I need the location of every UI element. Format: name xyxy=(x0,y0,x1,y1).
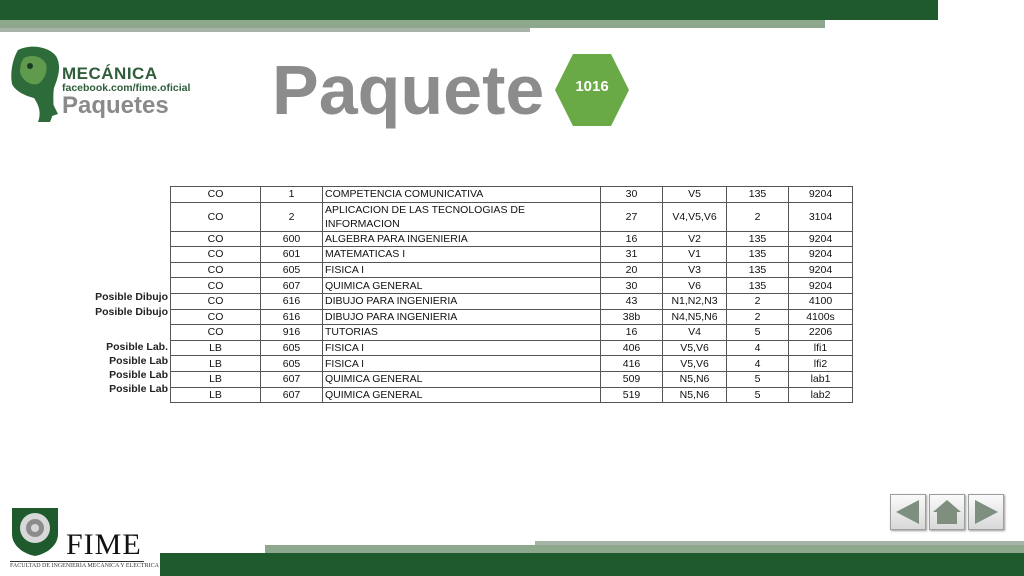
top-band-dark xyxy=(0,0,938,20)
table-cell: 135 xyxy=(727,278,789,294)
side-label: Posible Dibujo xyxy=(95,291,168,303)
home-icon xyxy=(930,495,964,529)
table-cell: 16 xyxy=(601,231,663,247)
table-cell: 20 xyxy=(601,262,663,278)
table-cell: QUIMICA GENERAL xyxy=(323,278,601,294)
table-cell: 2 xyxy=(727,309,789,325)
fime-shield-logo xyxy=(10,504,60,556)
table-cell: 5 xyxy=(727,325,789,341)
previous-button[interactable] xyxy=(890,494,926,530)
table-cell: 605 xyxy=(261,340,323,356)
side-label: Posible Dibujo xyxy=(95,306,168,318)
top-band-light xyxy=(0,20,825,28)
table-cell: 2 xyxy=(727,202,789,231)
triangle-right-icon xyxy=(969,495,1003,529)
table-cell: 600 xyxy=(261,231,323,247)
table-cell: V4,V5,V6 xyxy=(663,202,727,231)
table-cell: TUTORIAS xyxy=(323,325,601,341)
table-cell: V5,V6 xyxy=(663,340,727,356)
table-cell: 9204 xyxy=(789,187,853,203)
table-cell: 616 xyxy=(261,293,323,309)
table-cell: LB xyxy=(171,387,261,403)
table-cell: 4100 xyxy=(789,293,853,309)
table-cell: 616 xyxy=(261,309,323,325)
table-cell: N1,N2,N3 xyxy=(663,293,727,309)
table-row xyxy=(171,247,853,263)
triangle-left-icon xyxy=(891,495,925,529)
table-cell: N5,N6 xyxy=(663,371,727,387)
schedule-body xyxy=(171,187,853,403)
table-row xyxy=(171,293,853,309)
table-cell: DIBUJO PARA INGENIERIA xyxy=(323,309,601,325)
table-cell: 9204 xyxy=(789,278,853,294)
table-cell: CO xyxy=(171,278,261,294)
table-cell: 31 xyxy=(601,247,663,263)
table-cell: 135 xyxy=(727,262,789,278)
logo-section: Paquetes xyxy=(62,92,169,119)
table-cell: 916 xyxy=(261,325,323,341)
table-cell: COMPETENCIA COMUNICATIVA xyxy=(323,187,601,203)
table-cell: CO xyxy=(171,309,261,325)
table-cell: 27 xyxy=(601,202,663,231)
table-cell: 5 xyxy=(727,371,789,387)
table-cell: V4 xyxy=(663,325,727,341)
table-cell: N5,N6 xyxy=(663,387,727,403)
table-row xyxy=(171,340,853,356)
table-cell: ALGEBRA PARA INGENIERIA xyxy=(323,231,601,247)
table-cell: 2 xyxy=(261,202,323,231)
table-cell: 30 xyxy=(601,187,663,203)
home-button[interactable] xyxy=(929,494,965,530)
table-cell: 2206 xyxy=(789,325,853,341)
table-cell: FISICA I xyxy=(323,340,601,356)
table-row xyxy=(171,356,853,372)
table-cell: 607 xyxy=(261,387,323,403)
top-band-grey xyxy=(0,28,530,32)
next-button[interactable] xyxy=(968,494,1004,530)
table-cell: V5 xyxy=(663,187,727,203)
table-cell: 605 xyxy=(261,262,323,278)
fime-name: FIME xyxy=(66,528,142,561)
table-cell: 5 xyxy=(727,387,789,403)
table-cell: 4100s xyxy=(789,309,853,325)
table-cell: V6 xyxy=(663,278,727,294)
table-cell: LB xyxy=(171,340,261,356)
table-cell: FISICA I xyxy=(323,356,601,372)
table-cell: CO xyxy=(171,247,261,263)
table-cell: 4 xyxy=(727,340,789,356)
table-cell: 1 xyxy=(261,187,323,203)
table-cell: APLICACION DE LAS TECNOLOGIAS DE INFORMACION xyxy=(323,202,601,231)
bottom-band-dark xyxy=(160,553,1024,576)
table-cell: 406 xyxy=(601,340,663,356)
side-label: Posible Lab. xyxy=(106,341,168,353)
logo-facebook: facebook.com/fime.oficial xyxy=(62,82,191,94)
table-cell: 16 xyxy=(601,325,663,341)
table-row xyxy=(171,231,853,247)
table-cell: 416 xyxy=(601,356,663,372)
table-cell: 135 xyxy=(727,187,789,203)
table-cell: lfi2 xyxy=(789,356,853,372)
table-cell: 9204 xyxy=(789,262,853,278)
table-cell: 605 xyxy=(261,356,323,372)
table-cell: QUIMICA GENERAL xyxy=(323,371,601,387)
table-cell: 601 xyxy=(261,247,323,263)
table-cell: CO xyxy=(171,187,261,203)
table-cell: 9204 xyxy=(789,231,853,247)
page-title: Paquete xyxy=(272,51,545,129)
table-cell: 607 xyxy=(261,278,323,294)
table-cell: V1 xyxy=(663,247,727,263)
table-cell: LB xyxy=(171,356,261,372)
table-cell: 43 xyxy=(601,293,663,309)
table-cell: CO xyxy=(171,231,261,247)
table-cell: V2 xyxy=(663,231,727,247)
table-cell: lab2 xyxy=(789,387,853,403)
table-cell: CO xyxy=(171,325,261,341)
table-cell: DIBUJO PARA INGENIERIA xyxy=(323,293,601,309)
table-cell: CO xyxy=(171,202,261,231)
table-cell: N4,N5,N6 xyxy=(663,309,727,325)
table-cell: 135 xyxy=(727,247,789,263)
table-cell: MATEMATICAS I xyxy=(323,247,601,263)
schedule-table xyxy=(170,186,853,403)
table-cell: 607 xyxy=(261,371,323,387)
table-row xyxy=(171,187,853,203)
bottom-band-light xyxy=(265,545,1024,553)
table-row xyxy=(171,262,853,278)
table-row xyxy=(171,278,853,294)
side-label: Posible Lab xyxy=(109,369,168,381)
fime-subtitle: FACULTAD DE INGENIERÍA MECÁNICA Y ELÉCTRICA xyxy=(10,563,159,569)
table-cell: 519 xyxy=(601,387,663,403)
table-cell: 30 xyxy=(601,278,663,294)
table-row xyxy=(171,387,853,403)
side-label: Posible Lab xyxy=(109,355,168,367)
table-cell: 4 xyxy=(727,356,789,372)
table-cell: V5,V6 xyxy=(663,356,727,372)
table-row xyxy=(171,371,853,387)
fime-divider xyxy=(10,561,144,562)
table-cell: 509 xyxy=(601,371,663,387)
logo-brand: MECÁNICA xyxy=(62,64,158,83)
package-number: 1016 xyxy=(575,78,609,95)
side-label: Posible Lab xyxy=(109,383,168,395)
table-cell: CO xyxy=(171,262,261,278)
table-cell: QUIMICA GENERAL xyxy=(323,387,601,403)
table-cell: 3104 xyxy=(789,202,853,231)
table-cell: 38b xyxy=(601,309,663,325)
table-cell: LB xyxy=(171,371,261,387)
table-cell: V3 xyxy=(663,262,727,278)
table-cell: FISICA I xyxy=(323,262,601,278)
table-row xyxy=(171,202,853,231)
table-cell: CO xyxy=(171,293,261,309)
table-cell: 2 xyxy=(727,293,789,309)
table-row xyxy=(171,325,853,341)
table-row xyxy=(171,309,853,325)
table-cell: lab1 xyxy=(789,371,853,387)
table-cell: 135 xyxy=(727,231,789,247)
table-cell: 9204 xyxy=(789,247,853,263)
table-cell: lfi1 xyxy=(789,340,853,356)
